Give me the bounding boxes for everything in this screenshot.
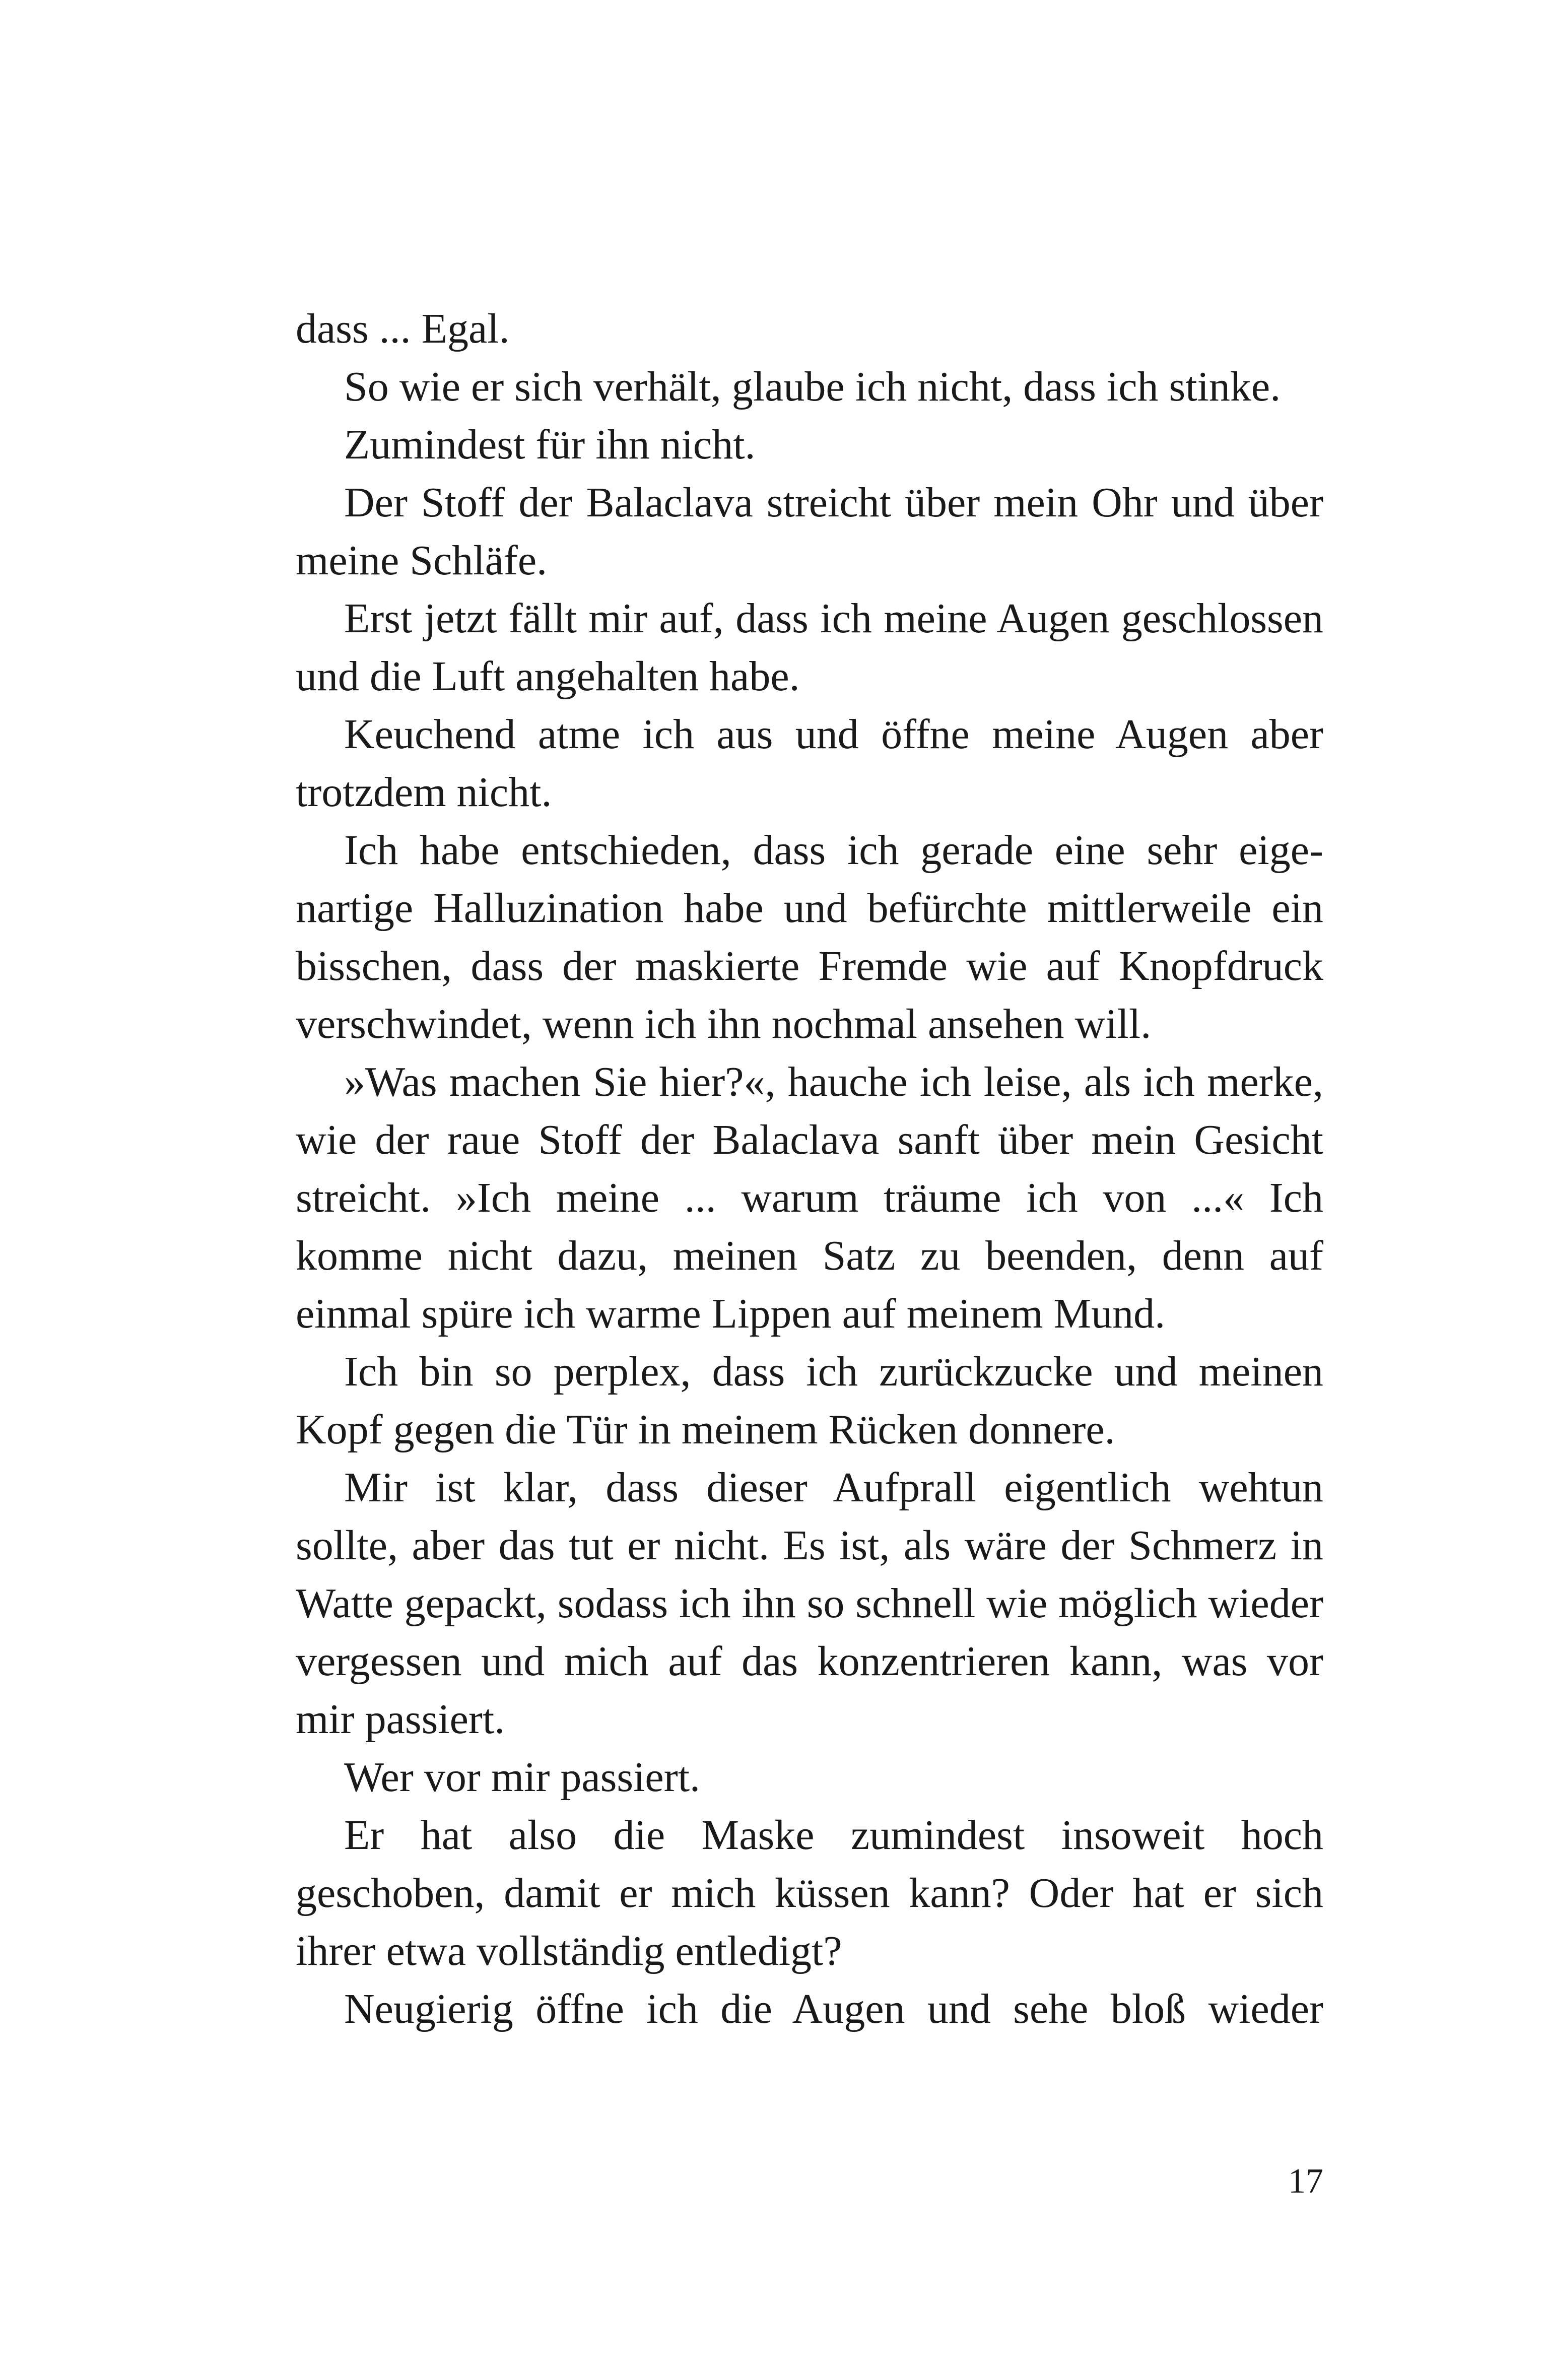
text-line: und die Luft angehalten habe. xyxy=(296,653,800,700)
text-line: Zumindest für ihn nicht. xyxy=(344,421,756,468)
text-line: »Was machen Sie hier?«, hauche ich leise, als ich merke, xyxy=(344,1059,1323,1105)
text-line: Er hat also die Maske zumindest insoweit hoch xyxy=(344,1812,1323,1859)
text-line: Ich habe entschieden, dass ich gerade eine sehr eige- xyxy=(344,827,1323,874)
text-line: Erst jetzt fällt mir auf, dass ich meine Augen geschlossen xyxy=(344,595,1323,642)
text-line: meine Schläfe. xyxy=(296,537,548,584)
text-line: sollte, aber das tut er nicht. Es ist, als wäre der Schmerz in xyxy=(296,1522,1323,1569)
text-line: Wer vor mir passiert. xyxy=(344,1754,701,1801)
text-line: Der Stoff der Balaclava streicht über mein Ohr und über xyxy=(344,479,1323,526)
text-line: vergessen und mich auf das konzentrieren kann, was vor xyxy=(296,1638,1323,1685)
text-line: nartige Halluzination habe und befürchte mittlerweile ein xyxy=(296,885,1323,932)
page-number: 17 xyxy=(1288,2162,1323,2201)
text-line: bisschen, dass der maskierte Fremde wie auf Knopfdruck xyxy=(296,943,1323,989)
text-line: streicht. »Ich meine ... warum träume ich von ...« Ich xyxy=(296,1174,1323,1221)
text-line: Ich bin so perplex, dass ich zurückzucke und meinen xyxy=(344,1348,1323,1395)
text-line: Neugierig öffne ich die Augen und sehe bloß wieder xyxy=(344,1986,1323,2032)
text-line: Mir ist klar, dass dieser Aufprall eigentlich wehtun xyxy=(344,1464,1323,1511)
text-line: ihrer etwa vollständig entledigt? xyxy=(296,1928,842,1974)
text-line: Watte gepackt, sodass ich ihn so schnell wie möglich wieder xyxy=(296,1580,1323,1627)
text-line: verschwindet, wenn ich ihn nochmal ansehen will. xyxy=(296,1001,1152,1047)
text-line: mir passiert. xyxy=(296,1696,505,1743)
text-line: Kopf gegen die Tür in meinem Rücken donnere. xyxy=(296,1406,1115,1453)
text-line: einmal spüre ich warme Lippen auf meinem Mund. xyxy=(296,1290,1166,1337)
text-line: dass ... Egal. xyxy=(296,305,510,352)
text-line: trotzdem nicht. xyxy=(296,769,552,816)
text-line: So wie er sich verhält, glaube ich nicht, dass ich stinke. xyxy=(344,363,1281,410)
text-line: komme nicht dazu, meinen Satz zu beenden, denn auf xyxy=(296,1232,1323,1279)
body-text xyxy=(296,300,1323,2038)
text-line: geschoben, damit er mich küssen kann? Oder hat er sich xyxy=(296,1870,1323,1916)
text-line: Keuchend atme ich aus und öffne meine Augen aber xyxy=(344,711,1323,758)
text-line: wie der raue Stoff der Balaclava sanft über mein Gesicht xyxy=(296,1116,1323,1163)
